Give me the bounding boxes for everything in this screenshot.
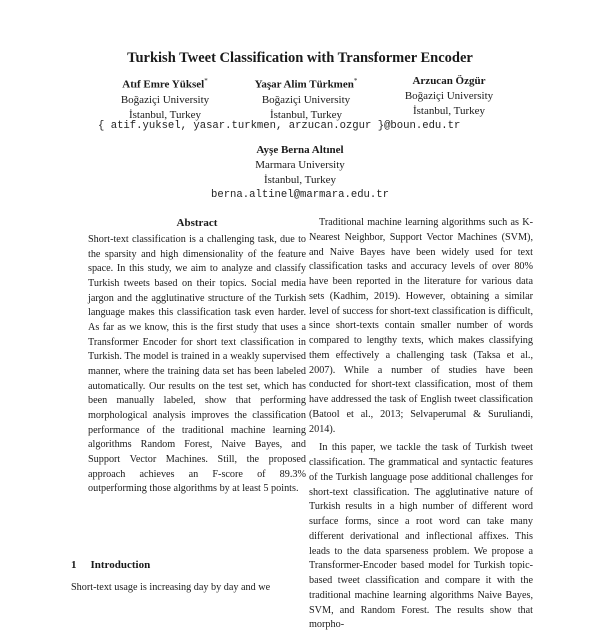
single-email: berna.altinel@marmara.edu.tr: [210, 189, 389, 201]
author-name: Ayşe Berna Altınel: [256, 144, 344, 156]
author-name: Atıf Emre Yüksel: [122, 78, 205, 91]
abstract-heading: Abstract: [176, 217, 218, 229]
paper-title: Turkish Tweet Classification with Transformer Encoder: [127, 50, 473, 66]
author-affiliation: Boğaziçi University: [404, 90, 494, 102]
introduction-text: Short-text usage is increasing day by day and we: [71, 582, 271, 593]
author-name: Arzucan Özgür: [412, 75, 486, 87]
author-affiliation: Boğaziçi University: [120, 93, 210, 106]
author-block-3: [379, 74, 519, 119]
group-email: { atif.yuksel, yasar.turkmen, arzucan.ozgur }@boun.edu.tr: [98, 120, 461, 132]
right-column: [309, 216, 533, 633]
author-block-1: [95, 74, 235, 123]
paragraph-turkish-tweets: In this paper, we tackle the task of Turkish tweet classification. The grammatical and syntactic features of the Turkish language pose additional challenges for short-text classification. The agglutinative nature of Turkish results in a high number of different word surface forms, since a root word can take many different derivational and inflectional affixes. This leads to the data sparseness problem. We propose a Transformer-Encoder based model for Turkish topic-based tweet classification and compare it with the traditional machine learning algorithms Naive Bayes, SVM, and Random Forest. The results show that morpho-: [309, 442, 533, 631]
author-block-2: [236, 74, 376, 123]
author-affiliation: Marmara University: [255, 159, 345, 171]
section-number: 1: [71, 559, 77, 571]
author-block-4: [230, 143, 370, 188]
abstract-text: Short-text classification is a challenging task, due to the sparsity and high dimensionality of the feature space. In this study, we aim to analyze and classify Turkish tweets based on their topics. Social media jargon and the agglutinative structure of the Turkish language makes this classification task even harder. As far as we know, this is the first study that uses a Transformer Encoder for short text classification in Turkish. The model is trained in a weakly supervised manner, where the training data set has been labeled automatically. Our results on the test set, which has been manually labeled, show that performing morphological analysis improves the classification performance of the traditional machine learning algorithms Random Forest, Naive Bayes, and Support Vector Machines. Still, the proposed approach achieves an F-score of 89.3% outperforming those algorithms by at least 5 points.: [88, 234, 306, 495]
author-location: İstanbul, Turkey: [263, 174, 337, 186]
author-location: İstanbul, Turkey: [412, 105, 486, 117]
section-title: Introduction: [90, 559, 151, 571]
section-heading-introduction: [71, 559, 150, 571]
paragraph-traditional-ml: Traditional machine learning algorithms such as K-Nearest Neighbor, Support Vector Machines (SVM), and Naive Bayes have been widely used for text classification tasks and accuracy levels of over 80% have been reported in the literature for various data sets (Kadhim, 2019). However, obtaining a similar level of success for short-text classification is difficult, since short-texts contain smaller number of words compared to lengthy texts, which makes classifying them effectively a challenging task (Taksa et al., 2007). While a number of studies have been conducted for short-text classification, most of them have addressed the task of English tweet classification (Batool et al., 2013; Selvaperumal & Suruliandi, 2014).: [309, 217, 533, 435]
equal-contribution-mark: *: [204, 77, 208, 85]
author-affiliation: Boğaziçi University: [261, 93, 351, 106]
author-location: İstanbul, Turkey: [269, 108, 343, 121]
author-name: Yaşar Alim Türkmen: [254, 78, 354, 91]
author-location: İstanbul, Turkey: [128, 108, 202, 121]
equal-contribution-mark: *: [353, 77, 358, 85]
